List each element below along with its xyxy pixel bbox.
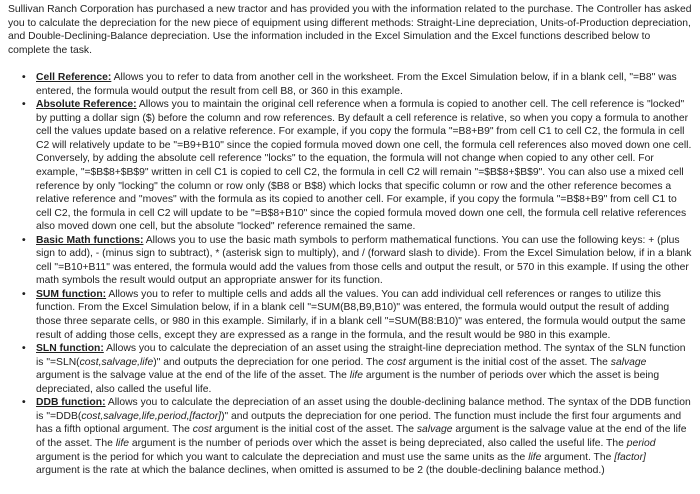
desc-ddb-part: argument is the rate at which the balance declines, when omitted is assumed to be 2 (the double-declining balance method.): [36, 465, 605, 477]
ddb-syntax-args: cost,salvage,life,period,[factor]: [81, 410, 222, 422]
desc-basic-math: Allows you to use the basic math symbols to perform mathematical functions. You can use the following keys: + (plus sign to add), - (minus sign to subtract), * (asterisk sign to multiply), and / (forward slash to divide). From the Excel Simulation below, if in a blank cell "=B10+B11" was entered, the formula would add the values from those cells and output the result, or 570 in this example. If using the other math symbols the result would output an appropriate answer for its function.: [36, 234, 692, 287]
bullet-icon: •: [22, 234, 26, 246]
desc-sln-part: argument is the number of periods over which the asset is being depreciated, also called the useful life.: [36, 370, 660, 395]
ddb-arg-life: life: [115, 437, 129, 449]
desc-absolute-reference: Allows you to maintain the original cell reference when a formula is copied to another cell. The cell reference is "locked" by putting a dollar sign ($) before the column and row references. By default a cell reference is relative, so when you copy a formula to another cell the values update based on a relative reference. For example, if you copy the formula "=B8+B9" from cell C1 to cell C2, the formula in cell C2 will relatively update to be "=B9+B10" since the copied formula moved down one cell, the formula cell references also moved down one cell. Conversely, by adding the absolute cell reference "locks" to the equation, the formula will not change when copied to any other cell. For example, "=$B$8+$B$9" written in cell C1 is copied to cell C2, the formula in cell C2 will remain "=$B$8+$B$9". You can also use a mixed cell reference by only "locking" the column or row only ($B8 or B$8) which locks that specific column or row and the other reference becomes a relative reference and "moves" with the formula as its copied to another cell. For example, if you copy the formula "=B$8+B9" from cell C1 to cell C2, the formula in cell C2 will update to be "=B$8+B10" since the copied formula moved down one cell, the formula cell relative references also moved down one cell, but the absolute "locked" reference remained the same.: [36, 99, 692, 233]
term-cell-reference: Cell Reference:: [36, 72, 112, 84]
list-item-sum-function: [22, 288, 692, 342]
ddb-arg-period: period: [626, 437, 656, 449]
bullet-icon: •: [22, 99, 26, 111]
desc-ddb-part: argument is the initial cost of the asset. The: [211, 424, 417, 436]
sln-arg-life: life: [349, 370, 364, 382]
desc-ddb-part: argument is the salvage value at the end of the life of the asset. The: [36, 424, 687, 449]
desc-ddb-part: argument. The: [541, 451, 615, 463]
desc-ddb-part: Allows you to calculate the depreciation of an asset using the double-declining balance method. The syntax of the DDB function is "=DDB(: [36, 397, 691, 422]
sln-arg-salvage: salvage: [610, 356, 647, 368]
list-item-ddb-function: [22, 396, 692, 477]
desc-ddb-part: argument is the number of periods over which the asset is being depreciated, also called the useful life. The: [128, 437, 627, 449]
bullet-icon: •: [22, 72, 26, 84]
function-list: [8, 71, 692, 477]
term-absolute-reference: Absolute Reference:: [36, 99, 137, 111]
list-item-cell-reference: [22, 71, 692, 98]
desc-ddb-part: )" and outputs the depreciation for one period. The function must include the first four arguments and has a fifth optional argument. The: [36, 410, 682, 436]
list-item-sln-function: [22, 342, 692, 396]
bullet-icon: •: [22, 288, 26, 300]
ddb-arg-cost: cost: [192, 424, 212, 436]
ddb-arg-factor: [factor]: [614, 451, 646, 463]
ddb-arg-life: life: [528, 451, 542, 463]
term-sln-function: SLN function:: [36, 343, 104, 355]
desc-sln-part: argument is the initial cost of the asset. The: [405, 356, 611, 368]
intro-paragraph: Sullivan Ranch Corporation has purchased a new tractor and has provided you with the information related to the purchase. The Controller has asked you to calculate the depreciation for the new piece of equipment using different methods: Straight-Line depreciation, Units-of-Production depreciation, and Double-Declining-Balance depreciation. Use the information included in the Excel Simulation and the Excel functions described below to complete the task.: [8, 4, 692, 56]
sln-arg-cost: cost: [386, 356, 406, 368]
desc-ddb-part: argument is the period for which you want to calculate the depreciation and must use the same units as the: [36, 451, 529, 463]
term-sum-function: SUM function:: [36, 288, 107, 300]
bullet-icon: •: [22, 397, 26, 409]
desc-sum-function: Allows you to refer to multiple cells and adds all the values. You can add individual cell references or ranges to utilize this function. From the Excel Simulation below, if in a blank cell "=SUM(B8,B9,B10)" was entered, the formula would output the result of adding those three separate cells, or 980 in this example. Similarly, if in a blank cell "=SUM(B8:B10)" was entered, the formula would output the same result of adding those cells, except they are expressed as a range in the formula, and the result would be 980 in this example.: [36, 288, 686, 341]
list-item-basic-math: [22, 234, 692, 288]
term-basic-math: Basic Math functions:: [36, 234, 144, 246]
desc-sln-part: )" and outputs the depreciation for one period. The: [153, 356, 387, 368]
desc-sln-part: Allows you to calculate the depreciation of an asset using the straight-line depreciation method. The syntax of the SLN function is "=SLN(: [36, 343, 686, 368]
sln-syntax-args: cost,salvage,life: [79, 356, 154, 368]
list-item-absolute-reference: [22, 98, 692, 233]
term-ddb-function: DDB function:: [36, 397, 106, 409]
ddb-arg-salvage: salvage: [416, 424, 453, 436]
desc-cell-reference: Allows you to refer to data from another cell in the worksheet. From the Excel Simulation below, if in a blank cell, "=B8" was entered, the formula would output the result from cell B8, or 360 in this example.: [36, 72, 677, 97]
bullet-icon: •: [22, 343, 26, 355]
desc-sln-part: argument is the salvage value at the end of the life of the asset. The: [36, 370, 350, 382]
